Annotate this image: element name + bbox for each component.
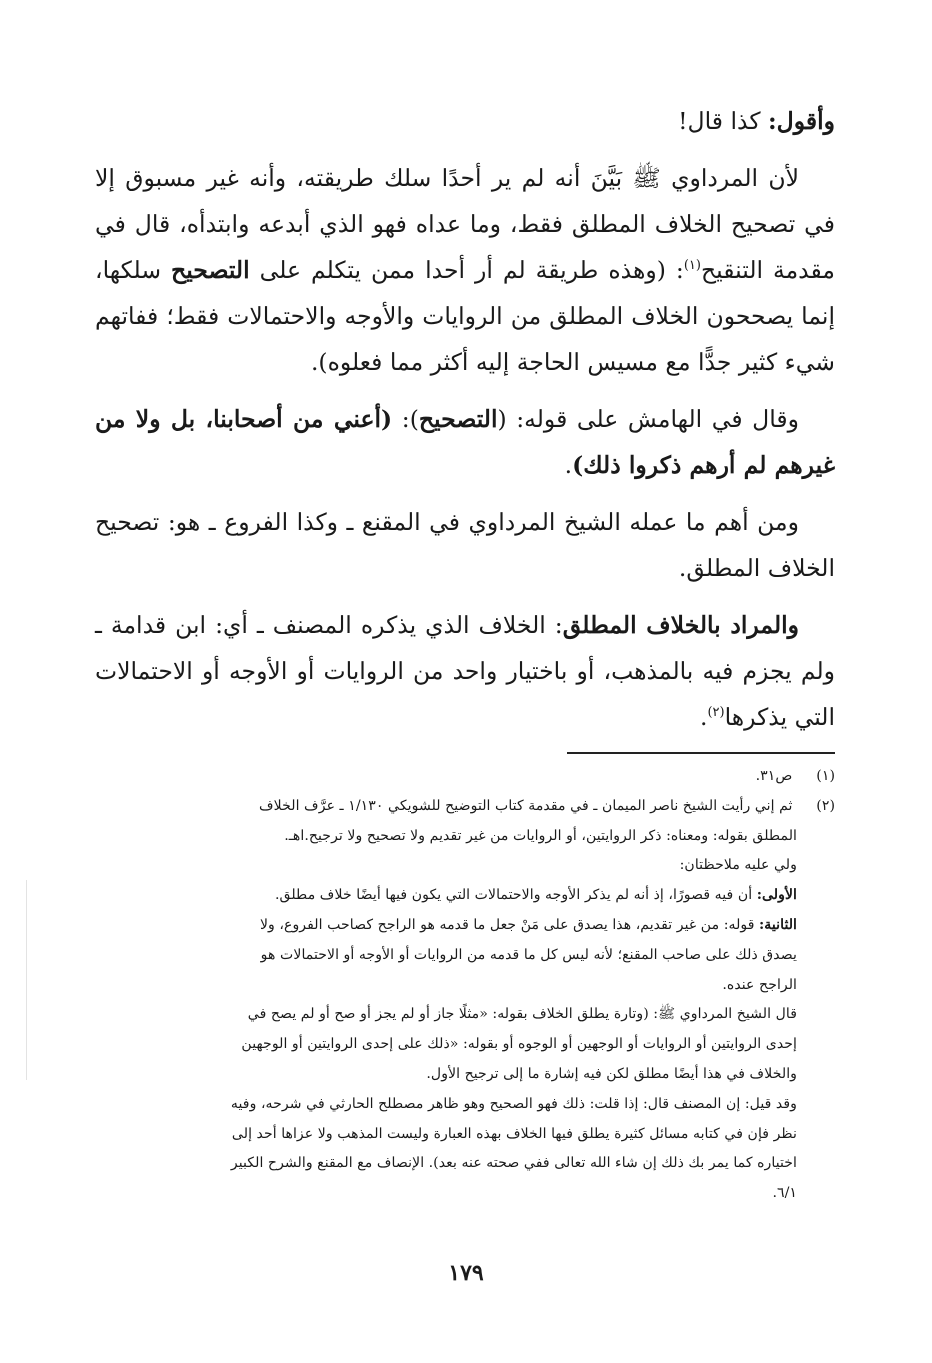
footnote-2-number: (٢) bbox=[816, 797, 835, 814]
paragraph-2-part-a: لأن المرداوي ﷺ بَيَّنَ أنه لم ير أحدًا سلك طريقته، وأنه غير مسبوق إلا في تصحيح الخلاف المطلق فقط، وما عداه فهو الذي أبدعه وابتدأه، قال في مقدمة التنقيح bbox=[95, 164, 835, 284]
paragraph-5-lead: والمراد بالخلاف المطلق bbox=[562, 611, 800, 639]
footnote-2-line-4 bbox=[95, 881, 835, 911]
paragraph-1-text: كذا قال! bbox=[678, 107, 768, 135]
footnote-ref-1[interactable]: (١) bbox=[683, 258, 701, 274]
paragraph-1-lead: وأقول: bbox=[767, 107, 835, 135]
footnote-separator bbox=[567, 752, 835, 754]
paragraph-4-text: ومن أهم ما عمله الشيخ المرداوي في المقنع ـ وكذا الفروع ـ هو: تصحيح الخلاف المطلق. bbox=[95, 508, 835, 582]
footnote-2-text-1: ثم إني رأيت الشيخ ناصر الميمان ـ في مقدمة كتاب التوضيح للشويكي ١/١٣٠ ـ عرَّف الخلاف bbox=[258, 797, 793, 814]
footnote-first-label: الأولى: bbox=[756, 887, 797, 904]
footnote-2-line-6: يصدق ذلك على صاحب المقنع؛ لأنه ليس كل ما قدمه من الروايات أو الأوجه أو الاحتمالات هو bbox=[260, 946, 797, 963]
paragraph-2-part-c: سلكها، إنما يصححون الخلاف المطلق من الروايات والأوجه والاحتمالات فقط؛ ففاتهم شيء كثير جدًّا مع مسيس الحاجة إليه أكثر مما فعلوه). bbox=[95, 256, 835, 376]
footnote-1-text: ص٣١. bbox=[755, 768, 793, 784]
footnote-second-label: الثانية: bbox=[759, 916, 797, 933]
paragraph-1 bbox=[95, 98, 835, 144]
page-number: ١٧٩ bbox=[448, 1260, 484, 1286]
footnote-ref-2[interactable]: (٢) bbox=[707, 705, 725, 721]
paragraph-5-part-b: . bbox=[699, 703, 708, 731]
footnote-2-line-11: وقد قيل: إن المصنف قال: إذا قلت: ذلك فهو الصحيح وهو ظاهر مصطلح الحارثي في شرحه، وفيه bbox=[230, 1095, 797, 1112]
footnote-2-line-14: ٦/١. bbox=[772, 1185, 797, 1202]
footnote-2-line-1 bbox=[95, 792, 835, 822]
footnotes bbox=[95, 762, 835, 1209]
footnote-2-line-5 bbox=[95, 911, 835, 941]
footnote-2-line-13: اختياره كما يمر بك ذلك إن شاء الله تعالى ففي صحته عنه بعد). الإنصاف مع المقنع والشرح الكبير bbox=[230, 1155, 797, 1172]
paragraph-2 bbox=[95, 155, 835, 385]
paragraph-2-part-b: : (وهذه طريقة لم أر أحدا ممن يتكلم على bbox=[249, 256, 684, 284]
paragraph-4 bbox=[95, 499, 835, 591]
margin-mark bbox=[26, 880, 27, 1080]
paragraph-2-bold: التصحيح bbox=[171, 256, 250, 284]
paragraph-3-part-a: وقال في الهامش على قوله: ( bbox=[497, 405, 799, 433]
main-text bbox=[95, 98, 835, 751]
footnote-1-number: (١) bbox=[816, 768, 835, 784]
paragraph-5 bbox=[95, 602, 835, 740]
footnote-2-line-7: الراجح عنده. bbox=[722, 976, 797, 993]
footnote-2-line-12: نظر فإن في كتابه مسائل كثيرة يطلق فيها الخلاف بهذه العبارة وليست المذهب ولا عزاها أحد إلى bbox=[231, 1125, 797, 1142]
paragraph-3-part-b: ): bbox=[392, 405, 419, 433]
paragraph-3 bbox=[95, 396, 835, 488]
footnote-2-text-4: أن فيه قصورًا، إذ أنه لم يذكر الأوجه والاحتمالات التي يكون فيها أيضًا خلاف مطلق. bbox=[275, 887, 757, 904]
footnote-2-line-3: ولي عليه ملاحظتان: bbox=[679, 857, 797, 874]
paragraph-3-bold-2: (أعني من أصحابنا، بل ولا من غيرهم لم أرهم ذكروا ذلك) bbox=[95, 405, 835, 479]
paragraph-3-bold-1: التصحيح bbox=[418, 405, 498, 433]
footnote-1 bbox=[95, 762, 835, 792]
footnote-2-line-9: إحدى الروايتين أو الروايات أو الوجهين أو الوجوه أو بقوله: «ذلك على إحدى الروايتين أو الوجهين bbox=[241, 1036, 797, 1053]
paragraph-3-part-c: . bbox=[564, 451, 573, 479]
paragraph-5-part-a: : الخلاف الذي يذكره المصنف ـ أي: ابن قدامة ـ ولم يجزم فيه بالمذهب، أو باختيار واحد من الروايات أو الأوجه أو الاحتمالات التي يذكرها bbox=[95, 611, 835, 731]
footnote-2-line-2: المطلق بقوله: ومعناه: ذكر الروايتين، أو الروايات من غير تقديم ولا تصحيح ولا ترجيح.اهـ. bbox=[284, 827, 797, 844]
footnote-2-line-8: قال الشيخ المرداوي ﷺ: (وتارة يطلق الخلاف بقوله: «مثلًا جاز أو لم يجز أو صح أو لم يصح في bbox=[247, 1006, 797, 1023]
footnote-2-text-5: قوله: من غير تقديم، هذا يصدق على مَنْ جعل ما قدمه هو الراجح كصاحب الفروع، ولا bbox=[259, 916, 760, 933]
footnote-2-line-10: والخلاف في هذا أيضًا مطلق لكن فيه إشارة ما إلى ترجيح الأول. bbox=[426, 1065, 797, 1082]
